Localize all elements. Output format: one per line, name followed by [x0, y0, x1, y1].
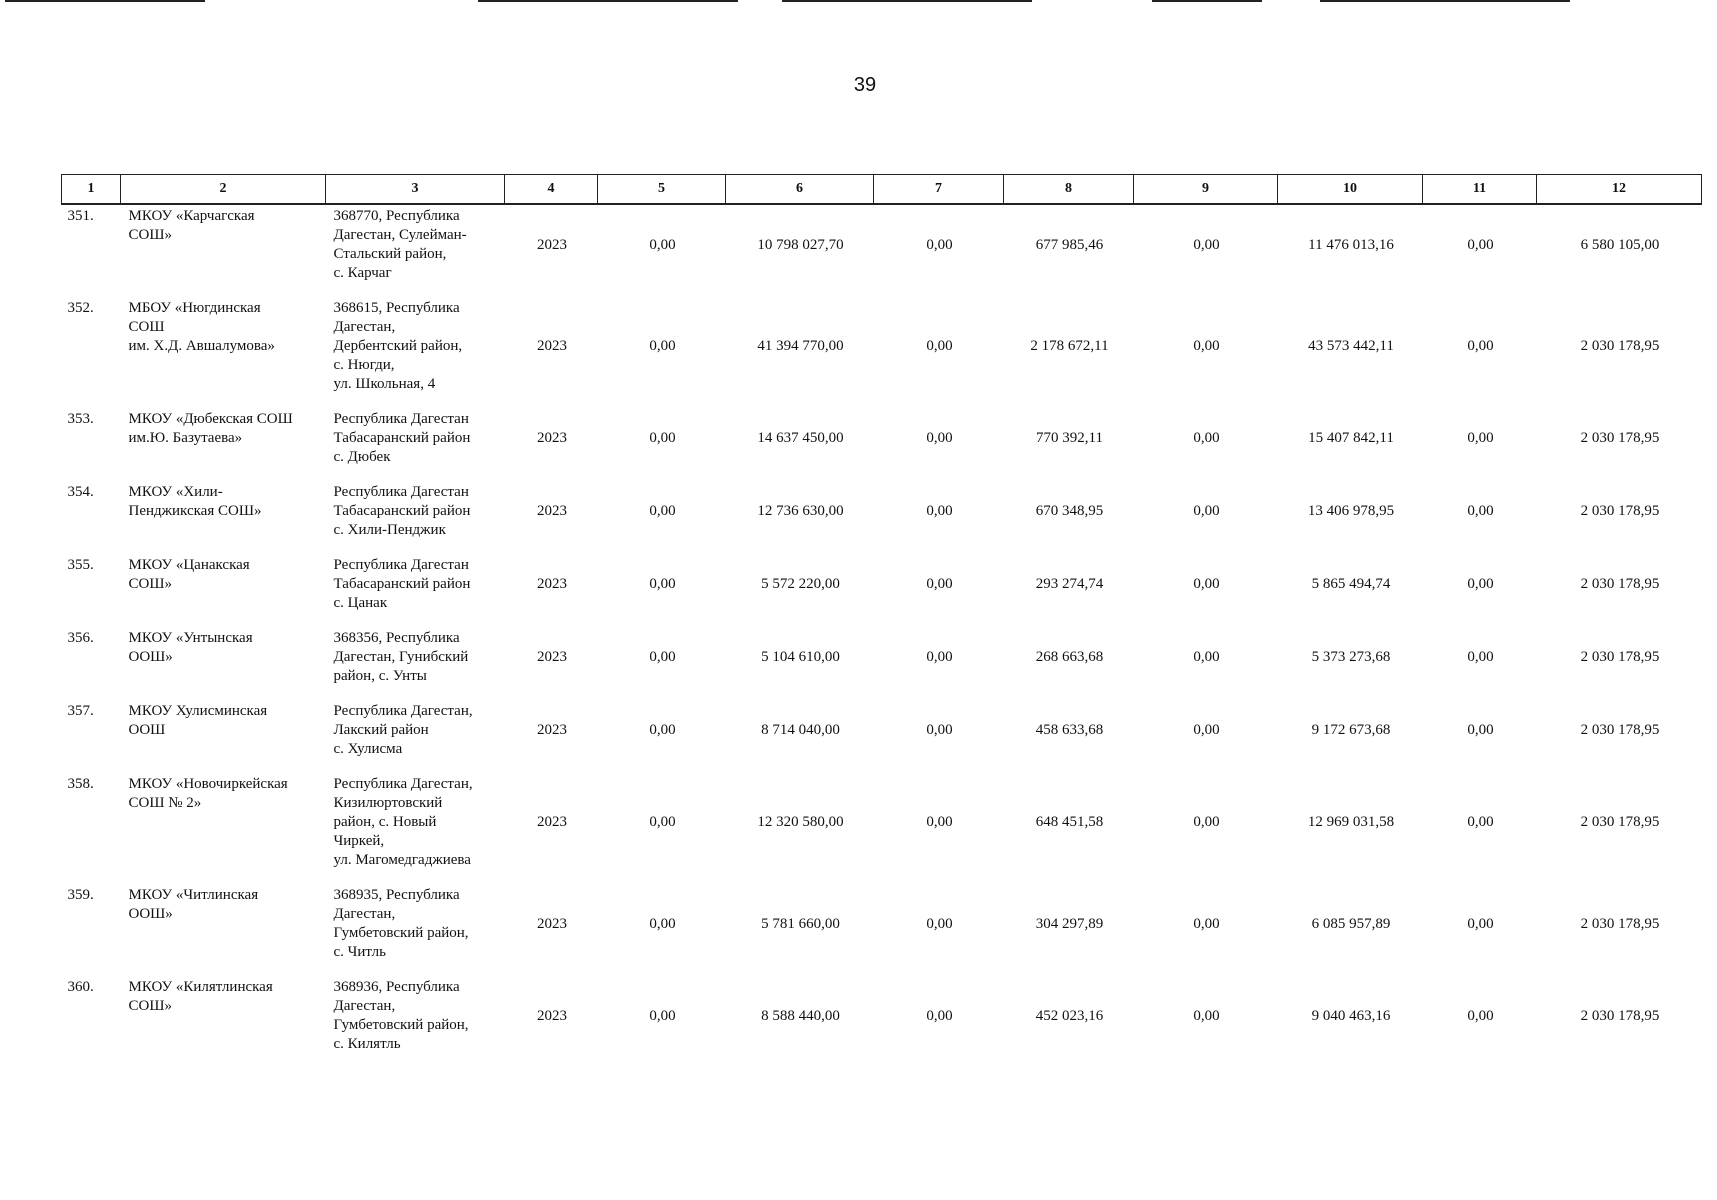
cell-c11: 0,00 [1467, 915, 1494, 932]
institution-address [326, 884, 505, 976]
top-rule [5, 0, 205, 2]
cell-c4: 2023 [537, 338, 567, 354]
cell-c11: 0,00 [1467, 1007, 1494, 1024]
row-number: 359. [67, 887, 94, 903]
institution-name-line: ООШ [128, 722, 166, 738]
cell-c12: 2 030 178,95 [1580, 576, 1660, 592]
cell-c6: 8 714 040,00 [761, 722, 840, 738]
column-header-7: 7 [874, 175, 1004, 205]
column-header-6: 6 [726, 175, 874, 205]
cell-c4: 2023 [537, 430, 567, 446]
institution-address-line: Гумбетовский район, [333, 925, 469, 941]
cell-c11: 0,00 [1467, 722, 1494, 738]
institution-name [121, 700, 326, 773]
institution-name-line: МКОУ Хулисминская [128, 703, 268, 719]
institution-address-line: ул. Магомедгаджиева [333, 852, 471, 868]
institution-address-line: Дербентский район, [333, 338, 463, 354]
cell-c8: 670 348,95 [1035, 503, 1104, 519]
cell-c12: 6 580 105,00 [1580, 236, 1660, 253]
institution-address [326, 481, 505, 554]
institution-address-line: 368615, Республика [333, 300, 460, 316]
cell-c10: 5 373 273,68 [1311, 649, 1391, 665]
institution-address-line: с. Хулисма [333, 741, 403, 757]
top-rule [1152, 0, 1262, 2]
institution-address-line: район, с. Новый [333, 814, 437, 830]
column-header-5: 5 [598, 175, 726, 205]
cell-c7: 0,00 [926, 430, 953, 446]
institution-address-line: Чиркей, [333, 833, 385, 849]
institution-address-line: Республика Дагестан [333, 411, 469, 427]
institution-address-line: с. Читль [333, 944, 386, 960]
cell-c6: 8 588 440,00 [761, 1007, 840, 1024]
institution-address-line: с. Хили-Пенджик [333, 522, 446, 538]
institution-address-line: Табасаранский район [333, 503, 471, 519]
institution-address-line: Табасаранский район [333, 430, 471, 446]
institution-name-line: СОШ № 2» [128, 795, 202, 811]
institution-name-line: МКОУ «Унтынская [128, 630, 253, 646]
institution-address-line: ул. Школьная, 4 [333, 376, 436, 392]
cell-c11: 0,00 [1467, 649, 1494, 665]
row-number: 356. [67, 630, 94, 646]
institution-name [121, 554, 326, 627]
institution-name-line: МКОУ «Килятлинская [128, 979, 273, 995]
institution-address-line: с. Цанак [333, 595, 388, 611]
column-header-12: 12 [1537, 175, 1702, 205]
cell-c8: 304 297,89 [1035, 915, 1104, 932]
institution-name-line: МКОУ «Хили- [128, 484, 223, 500]
cell-c7: 0,00 [926, 338, 953, 354]
cell-c9: 0,00 [1193, 503, 1220, 519]
cell-c4: 2023 [537, 503, 567, 519]
cell-c7: 0,00 [926, 1007, 953, 1024]
institution-address-line: Республика Дагестан [333, 484, 469, 500]
row-number: 358. [67, 776, 94, 792]
institution-name-line: Пенджикская СОШ» [128, 503, 262, 519]
cell-c12: 2 030 178,95 [1580, 915, 1660, 932]
cell-c9: 0,00 [1193, 1007, 1220, 1024]
institution-address [326, 408, 505, 481]
column-header-1: 1 [62, 175, 121, 205]
cell-c4: 2023 [537, 915, 567, 932]
institution-address-line: Дагестан, Сулейман- [333, 227, 467, 243]
table-row [62, 976, 1702, 1068]
cell-c4: 2023 [537, 814, 567, 830]
row-number: 360. [67, 979, 94, 995]
table-row [62, 481, 1702, 554]
institution-address [326, 204, 505, 297]
cell-c4: 2023 [537, 236, 567, 253]
cell-c10: 12 969 031,58 [1307, 814, 1395, 830]
cell-c5: 0,00 [649, 915, 676, 932]
institution-address-line: Республика Дагестан, [333, 703, 473, 719]
table-row [62, 773, 1702, 884]
row-number: 352. [67, 300, 94, 316]
institution-address [326, 627, 505, 700]
cell-c7: 0,00 [926, 814, 953, 830]
cell-c4: 2023 [537, 576, 567, 592]
table-row [62, 204, 1702, 297]
cell-c4: 2023 [537, 649, 567, 665]
cell-c8: 770 392,11 [1036, 430, 1103, 446]
institution-name-line: МКОУ «Карчагская [128, 208, 255, 224]
cell-c12: 2 030 178,95 [1580, 338, 1660, 354]
table-row [62, 554, 1702, 627]
cell-c8: 452 023,16 [1035, 1007, 1104, 1024]
page-number: 39 [853, 74, 877, 96]
institution-address [326, 976, 505, 1068]
cell-c12: 2 030 178,95 [1580, 814, 1660, 830]
cell-c10: 43 573 442,11 [1308, 338, 1394, 354]
cell-c8: 268 663,68 [1035, 649, 1104, 665]
cell-c5: 0,00 [649, 503, 676, 519]
top-rule [478, 0, 738, 2]
cell-c9: 0,00 [1193, 338, 1220, 354]
institution-name-line: им.Ю. Базутаева» [128, 430, 243, 446]
cell-c5: 0,00 [649, 1007, 676, 1024]
cell-c8: 677 985,46 [1035, 236, 1104, 253]
cell-c10: 11 476 013,16 [1308, 236, 1394, 253]
institution-name-line: СОШ [128, 319, 165, 335]
cell-c7: 0,00 [926, 722, 953, 738]
cell-c11: 0,00 [1467, 814, 1494, 830]
cell-c5: 0,00 [649, 722, 676, 738]
institution-name [121, 773, 326, 884]
cell-c6: 5 104 610,00 [761, 649, 840, 665]
cell-c9: 0,00 [1193, 576, 1220, 592]
institution-address-line: Республика Дагестан [333, 557, 469, 573]
cell-c9: 0,00 [1193, 915, 1220, 932]
table-body [62, 204, 1702, 1068]
cell-c11: 0,00 [1467, 503, 1494, 519]
institution-address-line: Республика Дагестан, [333, 776, 473, 792]
cell-c10: 15 407 842,11 [1308, 430, 1394, 446]
cell-c5: 0,00 [649, 649, 676, 665]
column-header-10: 10 [1278, 175, 1423, 205]
row-number: 351. [67, 208, 94, 224]
institution-address-line: Дагестан, [333, 319, 396, 335]
cell-c5: 0,00 [649, 338, 676, 354]
cell-c5: 0,00 [649, 576, 676, 592]
cell-c11: 0,00 [1467, 338, 1494, 354]
column-header-4: 4 [505, 175, 598, 205]
column-header-2: 2 [121, 175, 326, 205]
cell-c7: 0,00 [926, 236, 953, 253]
cell-c4: 2023 [537, 722, 567, 738]
institution-name-line: МБОУ «Нюгдинская [128, 300, 261, 316]
institution-name-line: МКОУ «Новочиркейская [128, 776, 288, 792]
cell-c5: 0,00 [649, 430, 676, 446]
institution-name [121, 297, 326, 408]
column-header-11: 11 [1423, 175, 1537, 205]
top-rule [782, 0, 1032, 2]
table-row [62, 700, 1702, 773]
cell-c9: 0,00 [1193, 236, 1220, 253]
cell-c9: 0,00 [1193, 814, 1220, 830]
institution-name [121, 408, 326, 481]
institution-address-line: 368356, Республика [333, 630, 460, 646]
cell-c6: 14 637 450,00 [757, 430, 844, 446]
cell-c7: 0,00 [926, 576, 953, 592]
cell-c6: 12 320 580,00 [757, 814, 844, 830]
cell-c10: 6 085 957,89 [1311, 915, 1391, 932]
row-number: 353. [67, 411, 94, 427]
institution-address-line: Гумбетовский район, [333, 1017, 469, 1033]
cell-c11: 0,00 [1467, 430, 1494, 446]
cell-c7: 0,00 [926, 649, 953, 665]
institution-name-line: МКОУ «Цанакская [128, 557, 250, 573]
institution-name [121, 481, 326, 554]
cell-c10: 13 406 978,95 [1307, 503, 1395, 519]
institution-name-line: СОШ» [128, 998, 172, 1014]
data-table [61, 174, 1702, 1068]
institution-address-line: 368770, Республика [333, 208, 460, 224]
cell-c6: 10 798 027,70 [757, 236, 844, 253]
institution-address-line: 368936, Республика [333, 979, 460, 995]
table-row [62, 297, 1702, 408]
cell-c7: 0,00 [926, 503, 953, 519]
institution-address-line: Табасаранский район [333, 576, 471, 592]
institution-address-line: с. Карчаг [333, 265, 392, 281]
institution-address [326, 297, 505, 408]
cell-c6: 41 394 770,00 [757, 338, 844, 354]
institution-address-line: Дагестан, Гунибский [333, 649, 469, 665]
institution-address-line: Дагестан, [333, 906, 396, 922]
cell-c8: 458 633,68 [1035, 722, 1104, 738]
cell-c9: 0,00 [1193, 722, 1220, 738]
cell-c12: 2 030 178,95 [1580, 430, 1660, 446]
cell-c6: 12 736 630,00 [757, 503, 844, 519]
institution-name-line: МКОУ «Дюбекская СОШ [128, 411, 293, 427]
header-row [62, 175, 1702, 205]
cell-c6: 5 781 660,00 [761, 915, 840, 932]
cell-c12: 2 030 178,95 [1580, 1007, 1660, 1024]
institution-name-line: ООШ» [128, 649, 173, 665]
institution-address-line: Стальский район, [333, 246, 447, 262]
cell-c9: 0,00 [1193, 649, 1220, 665]
column-header-8: 8 [1004, 175, 1134, 205]
institution-address-line: с. Килятль [333, 1036, 401, 1052]
cell-c10: 9 172 673,68 [1311, 722, 1391, 738]
institution-address-line: с. Нюгди, [333, 357, 395, 373]
cell-c12: 2 030 178,95 [1580, 503, 1660, 519]
institution-name-line: МКОУ «Читлинская [128, 887, 259, 903]
cell-c10: 5 865 494,74 [1311, 576, 1391, 592]
cell-c8: 293 274,74 [1035, 576, 1104, 592]
institution-name-line: СОШ» [128, 576, 172, 592]
cell-c12: 2 030 178,95 [1580, 722, 1660, 738]
institution-address [326, 773, 505, 884]
institution-address-line: Дагестан, [333, 998, 396, 1014]
institution-name-line: СОШ» [128, 227, 172, 243]
cell-c4: 2023 [537, 1007, 567, 1024]
cell-c8: 2 178 672,11 [1030, 338, 1109, 354]
institution-address-line: с. Дюбек [333, 449, 391, 465]
cell-c7: 0,00 [926, 915, 953, 932]
column-header-3: 3 [326, 175, 505, 205]
top-rule [1320, 0, 1570, 2]
cell-c11: 0,00 [1467, 236, 1494, 253]
cell-c5: 0,00 [649, 814, 676, 830]
institution-name [121, 204, 326, 297]
cell-c12: 2 030 178,95 [1580, 649, 1660, 665]
cell-c6: 5 572 220,00 [761, 576, 840, 592]
cell-c9: 0,00 [1193, 430, 1220, 446]
table-row [62, 884, 1702, 976]
table-row [62, 627, 1702, 700]
institution-name [121, 884, 326, 976]
institution-address [326, 700, 505, 773]
row-number: 357. [67, 703, 94, 719]
cell-c10: 9 040 463,16 [1311, 1007, 1391, 1024]
table-row [62, 408, 1702, 481]
institution-name-line: ООШ» [128, 906, 173, 922]
cell-c11: 0,00 [1467, 576, 1494, 592]
institution-address-line: район, с. Унты [333, 668, 427, 684]
institution-address-line: Кизилюртовский [333, 795, 443, 811]
cell-c5: 0,00 [649, 236, 676, 253]
institution-name-line: им. Х.Д. Авшалумова» [128, 338, 275, 354]
institution-address-line: Лакский район [333, 722, 429, 738]
institution-address [326, 554, 505, 627]
row-number: 354. [67, 484, 94, 500]
institution-name [121, 976, 326, 1068]
column-header-9: 9 [1134, 175, 1278, 205]
institution-name [121, 627, 326, 700]
institution-address-line: 368935, Республика [333, 887, 460, 903]
row-number: 355. [67, 557, 94, 573]
cell-c8: 648 451,58 [1035, 814, 1104, 830]
